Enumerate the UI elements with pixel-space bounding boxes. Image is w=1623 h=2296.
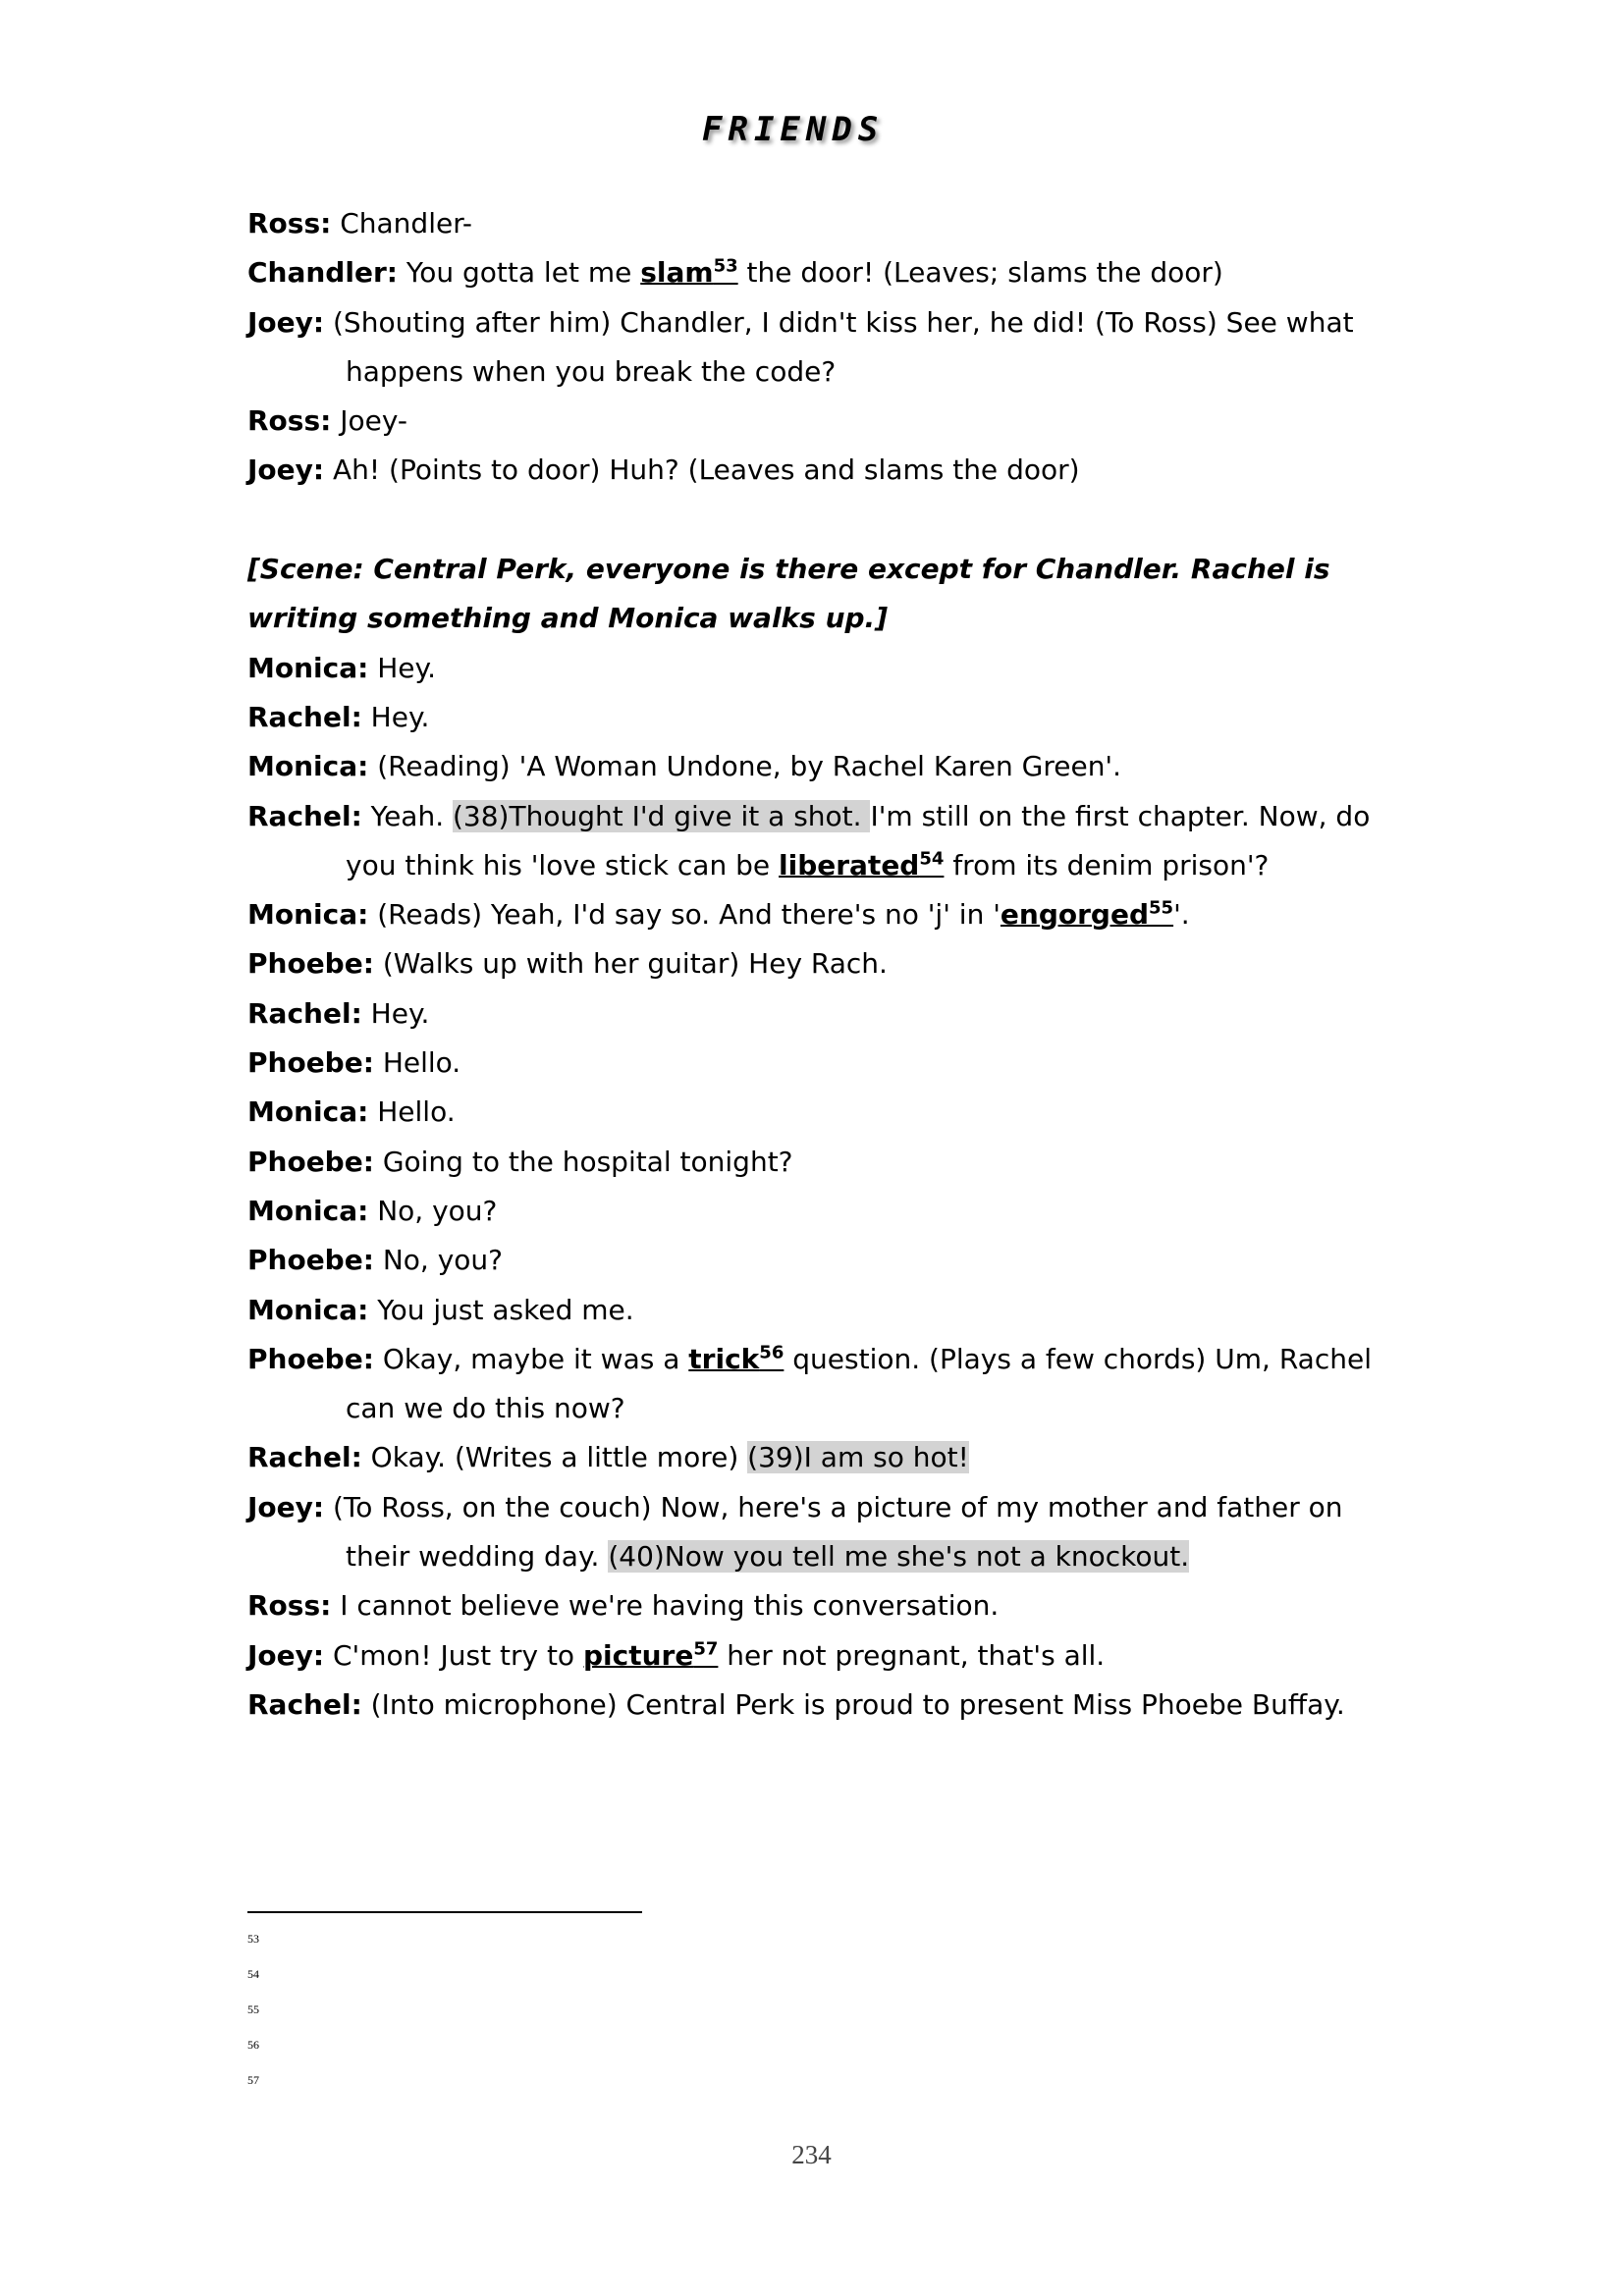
footnoted-word [688, 1343, 784, 1375]
blank-line [247, 496, 1401, 545]
dialogue-line [247, 939, 1401, 988]
highlighted-text: (40)Now you tell me she's not a knockout. [608, 1540, 1190, 1574]
dialogue-line [247, 1138, 1401, 1187]
dialogue-text: You just asked me. [368, 1293, 634, 1326]
footnote-number: 55 [247, 2002, 259, 2016]
scene-heading [247, 545, 1401, 644]
dialogue-text: No, you? [368, 1194, 498, 1227]
dialogue-text: No, you? [373, 1244, 504, 1277]
dialogue-text: (Walks up with her guitar) Hey Rach. [373, 947, 888, 981]
dialogue-text: Hello. [368, 1095, 456, 1129]
dialogue-text: You gotta let me [397, 256, 641, 290]
footnote-reference: 53 [713, 255, 738, 277]
speaker-name: Monica: [247, 651, 369, 684]
dialogue-text: Ah! (Points to door) Huh? (Leaves and slams the door) [324, 454, 1080, 487]
footnoted-word [1001, 898, 1173, 931]
dialogue-text: Hey. [368, 651, 436, 684]
footnoted-word-text: picture [582, 1638, 694, 1672]
footnoted-word [583, 1639, 718, 1672]
dialogue-text: I'm still on the first chapter. Now, do you think his 'love stick can be [346, 799, 1371, 881]
speaker-name: Rachel: [247, 996, 362, 1030]
speaker-name: Monica: [247, 1194, 369, 1227]
speaker-name: Joey: [247, 1638, 325, 1672]
dialogue-text: (Reading) 'A Woman Undone, by Rachel Karen Green'. [368, 750, 1122, 783]
speaker-name: Rachel: [247, 700, 362, 733]
dialogue-line [247, 1483, 1401, 1582]
speaker-name: Joey: [247, 454, 325, 487]
speaker-name: Phoebe: [247, 947, 374, 981]
dialogue-text: Hello. [373, 1046, 461, 1080]
speaker-name: Monica: [247, 750, 369, 783]
speaker-name: Monica: [247, 898, 369, 932]
dialogue-line [247, 890, 1401, 939]
highlighted-text: (39)I am so hot! [747, 1441, 969, 1474]
dialogue-text: Going to the hospital tonight? [373, 1145, 793, 1178]
speaker-name: Ross: [247, 207, 332, 240]
dialogue-line [247, 742, 1401, 791]
friends-logo: FRIENDS [702, 110, 885, 149]
footnote-reference: 55 [1149, 897, 1174, 919]
footnoted-word [779, 849, 944, 881]
speaker-name: Rachel: [247, 1441, 362, 1474]
speaker-name: Phoebe: [247, 1342, 374, 1375]
speaker-name: Monica: [247, 1095, 369, 1129]
dialogue-line [247, 693, 1401, 742]
dialogue-line [247, 1681, 1401, 1730]
dialogue-text: Hey. [361, 996, 430, 1030]
dialogue-text: Chandler- [331, 207, 473, 240]
dialogue-line [247, 1236, 1401, 1285]
dialogue-text: (Into microphone) Central Perk is proud to present Miss Phoebe Buffay. [361, 1687, 1345, 1721]
speaker-name: Phoebe: [247, 1145, 374, 1178]
dialogue-line [247, 1039, 1401, 1088]
page-number: 234 [791, 2140, 832, 2169]
dialogue-text: [Scene: Central Perk, everyone is there except for Chandler. Rachel is writing something and Monica walks up.] [247, 553, 1330, 635]
dialogue-text: Okay, maybe it was a [373, 1342, 689, 1375]
dialogue-text: C'mon! Just try to [324, 1638, 583, 1672]
dialogue-line [247, 1187, 1401, 1236]
script-body [247, 199, 1401, 1730]
dialogue-line [247, 1631, 1401, 1681]
dialogue-line [247, 1581, 1401, 1630]
dialogue-line [247, 644, 1401, 693]
dialogue-text: her not pregnant, that's all. [718, 1638, 1106, 1672]
dialogue-text: (Shouting after him) Chandler, I didn't kiss her, he did! (To Ross) See what happens when you break the code? [324, 305, 1354, 388]
dialogue-text: Joey- [331, 404, 408, 438]
dialogue-text: the door! (Leaves; slams the door) [737, 256, 1223, 290]
speaker-name: Chandler: [247, 256, 398, 290]
speaker-name: Rachel: [247, 1687, 362, 1721]
footnote-number: 53 [247, 1932, 259, 1946]
speaker-name: Ross: [247, 404, 332, 438]
footnote-number: 57 [247, 2073, 259, 2087]
speaker-name: Monica: [247, 1293, 369, 1326]
speaker-name: Phoebe: [247, 1046, 374, 1080]
footnote-reference: 54 [919, 848, 945, 870]
speaker-name: Joey: [247, 305, 325, 339]
dialogue-text: (To Ross, on the couch) Now, here's a picture of my mother and father on their wedding day. [324, 1490, 1343, 1574]
footnote-reference: 57 [693, 1638, 719, 1660]
footnote-number: 54 [247, 1967, 259, 1981]
dialogue-line [247, 248, 1401, 297]
speaker-name: Phoebe: [247, 1244, 374, 1277]
dialogue-line [247, 1335, 1401, 1434]
dialogue-line [247, 1433, 1401, 1482]
dialogue-text: I cannot believe we're having this conversation. [331, 1589, 1000, 1623]
dialogue-text: (Reads) Yeah, I'd say so. And there's no 'j' in ' [368, 898, 1001, 932]
dialogue-line [247, 298, 1401, 398]
dialogue-text: '. [1173, 898, 1190, 932]
dialogue-text: from its denim prison'? [944, 848, 1270, 881]
dialogue-text: Hey. [361, 700, 430, 733]
dialogue-line [247, 397, 1401, 446]
footnoted-word-text: slam [640, 256, 714, 290]
footnote-reference: 56 [759, 1342, 784, 1363]
dialogue-line [247, 989, 1401, 1039]
speaker-name: Joey: [247, 1490, 325, 1523]
footnoted-word-text: trick [688, 1342, 760, 1375]
dialogue-line [247, 1286, 1401, 1335]
dialogue-text: Yeah. [361, 799, 453, 832]
highlighted-text: (38)Thought I'd give it a shot. [453, 799, 871, 832]
dialogue-line [247, 446, 1401, 495]
dialogue-line [247, 792, 1401, 891]
footnoted-word [640, 256, 737, 289]
dialogue-line [247, 199, 1401, 248]
footnoted-word-text: engorged [1000, 898, 1150, 932]
dialogue-line [247, 1088, 1401, 1137]
speaker-name: Rachel: [247, 799, 362, 832]
footnoted-word-text: liberated [779, 848, 920, 881]
footnote-separator [247, 1911, 642, 1913]
speaker-name: Ross: [247, 1589, 332, 1623]
footnote-number: 56 [247, 2038, 259, 2052]
dialogue-text: question. (Plays a few chords) Um, Rachel can we do this now? [346, 1342, 1372, 1425]
dialogue-text: Okay. (Writes a little more) [361, 1441, 748, 1474]
